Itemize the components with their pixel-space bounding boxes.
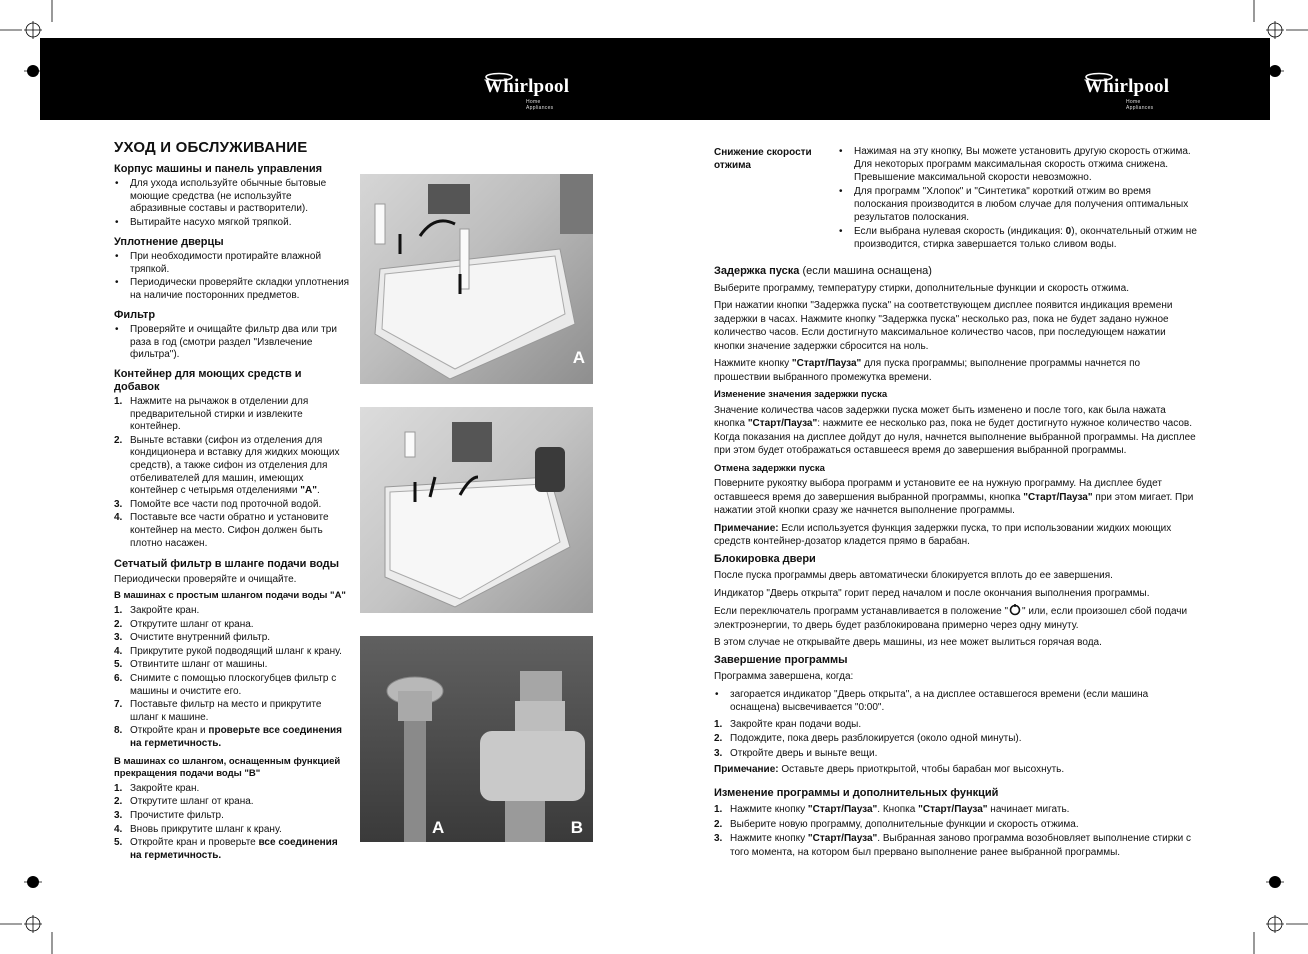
photo-label-a: A: [572, 348, 585, 367]
brand-sub: Home Appliances: [1126, 99, 1154, 111]
bullet-list: [114, 324, 350, 362]
subsection-title: В машинах с простым шлангом подачи воды "A": [114, 590, 346, 602]
off-position-icon: [1008, 604, 1022, 616]
paragraph: Выберите программу, температуру стирки, дополнительные функции и скорость отжима.: [714, 282, 1129, 294]
right-column: [714, 265, 1196, 862]
paragraph: Программа завершена, когда:: [714, 671, 854, 682]
list-item: 2. Открутите шланг от крана.: [114, 796, 254, 808]
numbered-list: [114, 605, 350, 751]
brand-logo-right: [1084, 76, 1170, 111]
page-title: УХОД И ОБСЛУЖИВАНИЕ: [114, 139, 308, 156]
numbered-list: [114, 783, 350, 863]
swirl-logo-icon: [484, 72, 514, 82]
photo-hoses: [360, 636, 593, 842]
paragraph: При нажатии кнопки "Задержка пуска" на соответствующем дисплее появится индикация времени задержки в часах. Нажмите кнопку "Задержка пуска" несколько раз, пока не будет задано нужное количество часов. Если достигнуто максимальное количество часов, при последующем нажатии кнопки значение задержки сбросится на ноль.: [714, 300, 1173, 352]
photo-dispenser-1: [360, 174, 593, 384]
list-item: 8. Откройте кран и проверьте все соединения на герметичность.: [114, 725, 343, 749]
list-item: 3. Нажмите кнопку "Старт/Пауза". Выбранная заново программа возобновляет выполнение стирки с того момента, на котором был прервано выполнение ранее выбранной программы.: [714, 833, 1192, 858]
list-item: 3. Прочистите фильтр.: [114, 809, 224, 821]
list-item: 2. Подождите, пока дверь разблокируется (около одной минуты).: [714, 733, 1022, 744]
list-item: 4. Прикрутите рукой подводящий шланг к крану.: [114, 645, 342, 657]
list-item: 1. Нажмите на рычажок в отделении для предварительной стирки и извлеките контейнер.: [114, 396, 309, 433]
subsection-title: Изменение значения задержки пуска: [714, 389, 888, 400]
list-item: • загорается индикатор "Дверь открыта", а на дисплее оставшегося времени (если машина оснащена) высвечивается "0:00".: [714, 688, 1196, 715]
paragraph: Нажмите кнопку "Старт/Пауза" для пуска программы; выполнение программы начнется по прошествии выбранного промежутка времени.: [714, 358, 1141, 383]
paragraph: Значение количества часов задержки пуска может быть изменено и после того, как была нажата кнопка "Старт/Пауза": нажмите ее несколько раз, пока не будет достигнуто нужное количество часов. Когда показания на дисплее дойдут до нуля, начнется выполнение выбранной программы. На дисплее при этом будет отображаться оставшееся время до завершения выбранной программы.: [714, 404, 1196, 456]
spin-reduction-list: [838, 145, 1198, 254]
bullet-list: [114, 251, 350, 302]
numbered-list: [114, 396, 350, 550]
brand-name: Whirlpool: [484, 76, 570, 97]
dispenser-illustration: [360, 174, 593, 384]
list-item: • Если выбрана нулевая скорость (индикация: 0), окончательный отжим не производится, стирка завершается только сливом воды.: [838, 225, 1198, 251]
section-title: Уплотнение дверцы: [114, 235, 224, 248]
section-title: Контейнер для моющих средств и добавок: [114, 367, 302, 393]
list-item: 3. Помойте все части под проточной водой.: [114, 498, 322, 510]
paragraph: В этом случае не открывайте дверь машины, из нее может вылиться горячая вода.: [714, 637, 1102, 648]
section-title: Фильтр: [114, 308, 156, 321]
paragraph: Периодически проверяйте и очищайте.: [114, 573, 297, 585]
bullet-list: [114, 178, 350, 229]
brand-sub: Home Appliances: [526, 99, 554, 111]
list-item: 4. Вновь прикрутите шланг к крану.: [114, 823, 282, 835]
paragraph: Если переключатель программ устанавливается в положение " " или, если произошел сбой подачи электроэнергии, то дверь будет разблокирована примерно через одну минуту.: [714, 606, 1188, 631]
numbered-list: [714, 718, 1196, 761]
section-title: Изменение программы и дополнительных функций: [714, 786, 999, 799]
list-item: 2. Открутите шланг от крана.: [114, 618, 254, 630]
list-item: 3. Откройте дверь и выньте вещи.: [714, 747, 878, 759]
list-item: 6. Снимите с помощью плоскогубцев фильтр с машины и очистите его.: [114, 672, 337, 697]
paragraph: Поверните рукоятку выбора программ и установите ее на нужную программу. На дисплее будет оставшееся время до завершения выбранной программы, кнопка "Старт/Пауза" при этом мигает. При нажатии этой кнопки сразу же начнется выполнение программы.: [714, 478, 1194, 516]
bullet-list: [838, 145, 1198, 251]
list-item: • Для ухода используйте обычные бытовые моющие средства (не используйте абразивные составы и растворители).: [114, 178, 350, 216]
note: Примечание: Оставьте дверь приоткрытой, чтобы барабан мог высохнуть.: [714, 764, 1065, 775]
dispenser-illustration: [360, 407, 593, 613]
list-item: 1. Закройте кран подачи воды.: [714, 718, 862, 730]
list-item: 1. Закройте кран.: [114, 605, 200, 616]
photo-dispenser-2: [360, 407, 593, 613]
left-column: [114, 139, 350, 865]
list-item: • Периодически проверяйте складки уплотнения на наличие посторонних предметов.: [114, 277, 350, 302]
paragraph: После пуска программы дверь автоматически блокируется вплоть до ее завершения.: [714, 570, 1113, 581]
list-item: 3. Очистите внутренний фильтр.: [114, 632, 271, 644]
list-item: 4. Поставьте все части обратно и установите контейнер на место. Сифон должен быть плотно насажен.: [114, 512, 329, 549]
list-item: 2. Выберите новую программу, дополнительные функции и скорость отжима.: [714, 818, 1079, 830]
list-item: • Нажимая на эту кнопку, Вы можете установить другую скорость отжима. Для некоторых программ максимальная скорость отжима снижена. Превышение максимальной скорости невозможно.: [838, 145, 1198, 184]
list-item: • Для программ "Хлопок" и "Синтетика" короткий отжим во время полоскания производится в любом случае для получения оптимальных результатов полоскания.: [838, 185, 1198, 224]
section-title: Задержка пуска (если машина оснащена): [714, 265, 932, 277]
bullet-list: [714, 688, 1196, 715]
swirl-logo-icon: [1084, 72, 1114, 82]
spin-reduction-label: Снижение скорости отжима: [714, 147, 812, 171]
section-title: Блокировка двери: [714, 552, 816, 565]
note: Примечание: Если используется функция задержки пуска, то при использовании жидких моющих средств контейнер-дозатор кладется прямо в барабан.: [714, 522, 1172, 547]
paragraph: Индикатор "Дверь открыта" горит перед началом и после окончания выполнения программы.: [714, 587, 1150, 599]
subsection-title: В машинах со шлангом, оснащенным функцией прекращения подачи воды "B": [114, 755, 341, 780]
list-item: 7. Поставьте фильтр на место и прикрутите шланг к машине.: [114, 699, 322, 723]
photo-label-b: B: [570, 818, 583, 837]
numbered-list: [714, 803, 1196, 859]
list-item: • Проверяйте и очищайте фильтр два или три раза в год (смотри раздел "Извлечение фильтра").: [114, 324, 350, 362]
section-title: Завершение программы: [714, 653, 848, 666]
list-item: 1. Нажмите кнопку "Старт/Пауза". Кнопка "Старт/Пауза" начинает мигать.: [714, 804, 1070, 815]
subsection-title: Отмена задержки пуска: [714, 462, 825, 474]
list-item: 1. Закройте кран.: [114, 782, 200, 794]
list-item: 2. Выньте вставки (сифон из отделения для кондиционера и вставку для жидких моющих средств), а также сифон из отделения для отбеливателей для машин, имеющих контейнер с четырьмя отделениями "A".: [114, 434, 340, 497]
section-title: Сетчатый фильтр в шланге подачи воды: [114, 558, 340, 571]
brand-name: Whirlpool: [1084, 76, 1170, 97]
section-title: Корпус машины и панель управления: [114, 162, 323, 175]
photo-label-a: A: [432, 818, 445, 837]
list-item: 5. Откройте кран и проверьте все соединения на герметичность.: [114, 837, 338, 861]
list-item: • При необходимости протирайте влажной тряпкой.: [114, 251, 350, 276]
list-item: 5. Отвинтите шланг от машины.: [114, 659, 268, 671]
hose-illustration: [360, 636, 593, 842]
brand-logo-left: [484, 76, 570, 111]
list-item: • Вытирайте насухо мягкой тряпкой.: [114, 217, 350, 230]
